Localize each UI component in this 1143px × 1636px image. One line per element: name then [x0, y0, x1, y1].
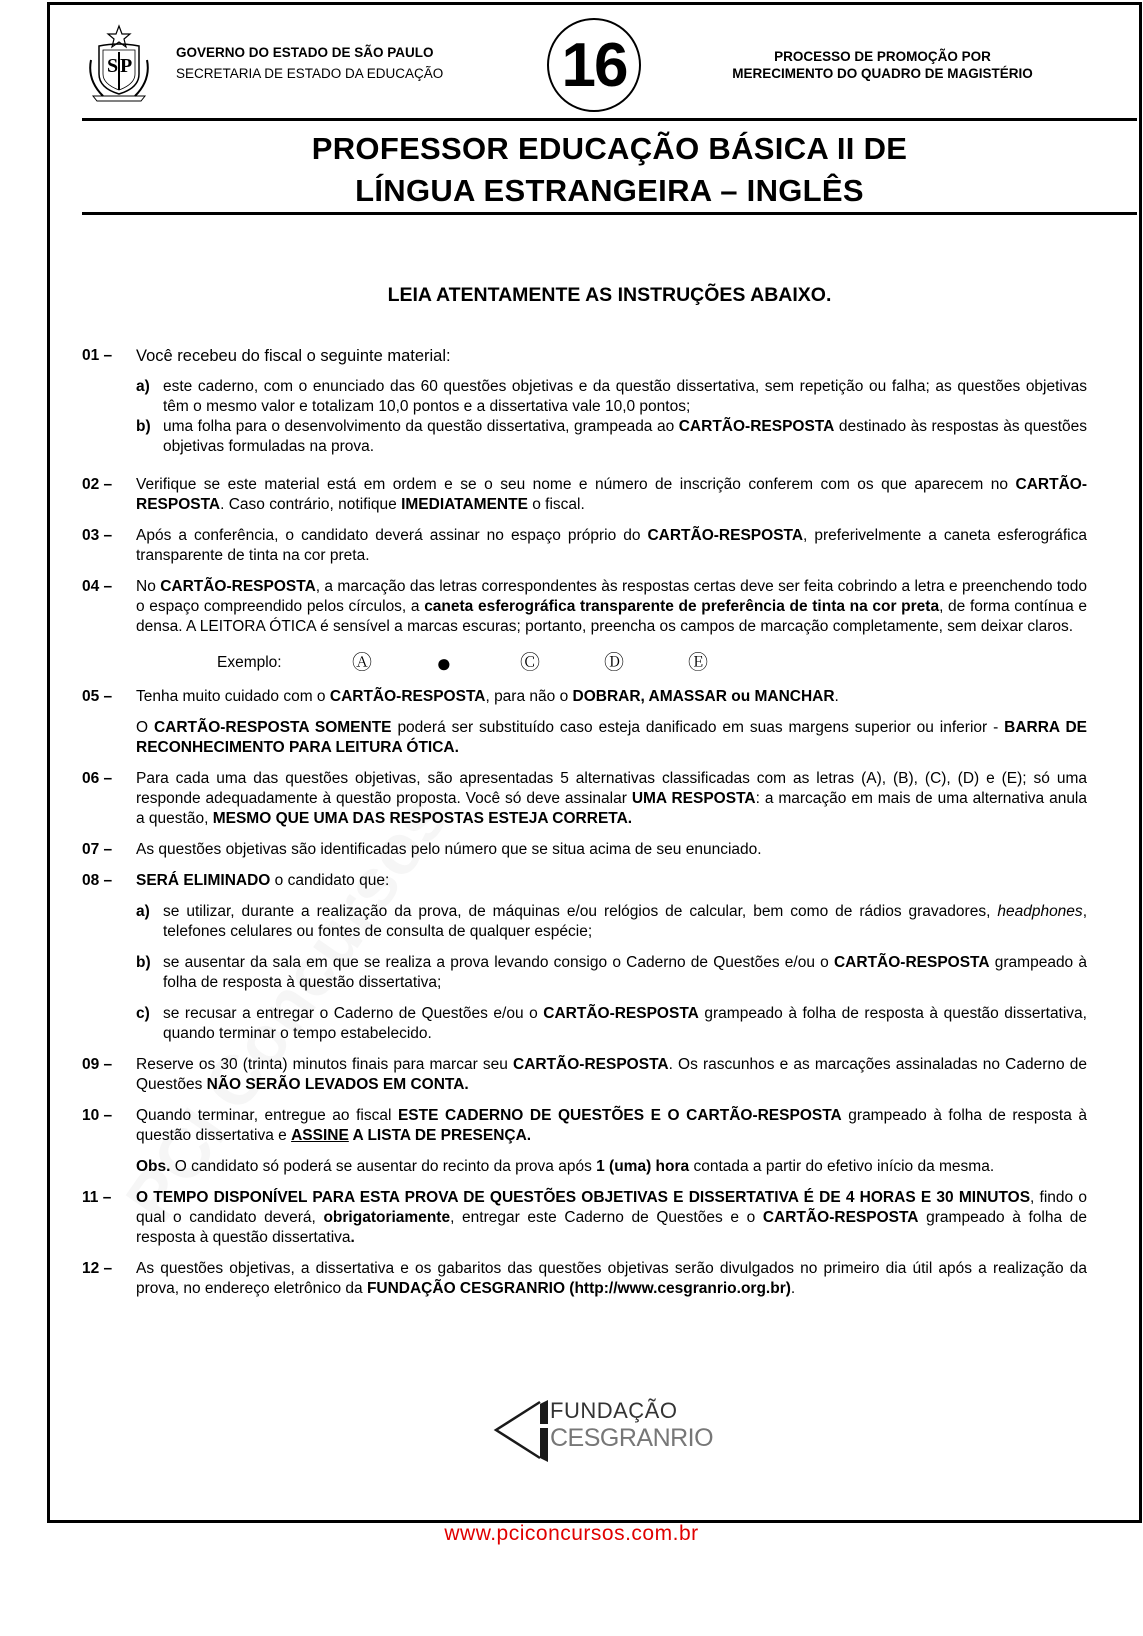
bold-text: CARTÃO-RESPOSTA	[678, 418, 835, 435]
text: Reserve os 30 (trinta) minutos finais para marcar seu	[136, 1056, 513, 1073]
option-a-circle-icon: Ⓐ	[352, 652, 372, 674]
sub-letter: b)	[136, 954, 151, 971]
text: . Os rascunhos e as marcações assinaladas no Caderno de Questões	[136, 1056, 1087, 1093]
item-number: 12 –	[82, 1260, 113, 1277]
text: . Caso contrário, notifique	[220, 496, 402, 513]
logo-line2: CESGRANRIO	[550, 1424, 714, 1452]
text: Tenha muito cuidado com o	[136, 688, 330, 705]
text: .	[790, 1280, 796, 1297]
cesgranrio-arrow-icon	[492, 1398, 550, 1464]
bold-text: ESTE CADERNO DE QUESTÕES E O CARTÃO-RESPOSTA	[397, 1107, 842, 1124]
cesgranrio-logo	[492, 1398, 714, 1464]
text: , findo o qual o candidato deverá,	[136, 1189, 1087, 1226]
option-e-circle-icon: Ⓔ	[688, 652, 708, 674]
text: grampeado à folha de resposta à questão dissertativa e	[136, 1107, 1087, 1144]
government-header	[176, 42, 443, 84]
instruction-list	[82, 346, 1087, 1310]
sub-letter: c)	[136, 1005, 150, 1022]
item-number: 05 –	[82, 688, 113, 705]
text: se ausentar da sala em que se realiza a prova levando consigo o Caderno de Questões e/ou o	[163, 954, 834, 971]
text: Verifique se este material está em ordem e se o seu nome e número de inscrição conferem com os que aparecem no	[136, 476, 1016, 493]
instruction-07	[82, 840, 1087, 860]
option-b-filled-circle-icon: ●	[436, 648, 452, 678]
text: o candidato que:	[270, 872, 390, 889]
text: : a marcação em mais de uma alternativa anula a questão,	[136, 790, 1087, 827]
text: As questões objetivas são identificadas pelo número que se situa acima de seu enunciado.	[136, 841, 762, 858]
option-c-circle-icon: Ⓒ	[520, 652, 540, 674]
sub-item-b	[136, 417, 1087, 457]
instruction-03	[82, 526, 1087, 566]
instruction-12	[82, 1259, 1087, 1299]
bold-text: SERÁ ELIMINADO	[136, 872, 271, 889]
item-number: 06 –	[82, 770, 113, 787]
sub-letter: b)	[136, 418, 151, 435]
text: grampeado à folha de resposta à questão dissertativa;	[163, 954, 1088, 991]
text: contada a partir do efetivo início da mesma.	[689, 1158, 995, 1175]
text: , para não o	[485, 688, 573, 705]
item-number: 08 –	[82, 872, 113, 889]
text: As questões objetivas, a dissertativa e os gabaritos das questões objetivas serão divulgados no primeiro dia útil após a realização da prova, no endereço eletrônico da	[136, 1260, 1087, 1297]
bold-text: FUNDAÇÃO CESGRANRIO (http://www.cesgranrio.org.br)	[366, 1280, 791, 1297]
italic-text: headphones	[997, 903, 1083, 920]
text: Quando terminar, entregue ao fiscal	[136, 1107, 398, 1124]
item-text: Você recebeu do fiscal o seguinte material:	[136, 347, 451, 365]
bold-text: CARTÃO-RESPOSTA SOMENTE	[153, 719, 392, 736]
instruction-10	[82, 1106, 1087, 1177]
bold-text: 1 (uma) hora	[596, 1158, 690, 1175]
option-d-circle-icon: Ⓓ	[604, 652, 624, 674]
sub-item-b	[136, 953, 1087, 993]
sub-item-a	[136, 902, 1087, 942]
item-number: 10 –	[82, 1107, 113, 1124]
bold-text: CARTÃO-RESPOSTA	[833, 954, 990, 971]
instruction-05	[82, 687, 1087, 758]
text: , telefones celulares ou fontes de consulta de qualquer espécie;	[163, 903, 1087, 940]
bold-text: A LISTA DE PRESENÇA.	[348, 1127, 532, 1144]
bold-text: CARTÃO-RESPOSTA	[160, 578, 316, 595]
text: O	[136, 719, 154, 736]
instruction-01	[82, 346, 1087, 457]
text: , entregar este Caderno de Questões e o	[450, 1209, 763, 1226]
exam-title	[82, 128, 1137, 212]
footer-url[interactable]: www.pciconcursos.com.br	[444, 1522, 699, 1545]
bold-text: O TEMPO DISPONÍVEL PARA ESTA PROVA DE QUESTÕES OBJETIVAS E DISSERTATIVA É DE 4 HORAS E 30 MINUTOS	[136, 1189, 1031, 1206]
text: grampeado à folha de resposta à questão dissertativa, quando terminar o tempo estabelecido.	[163, 1005, 1087, 1042]
instruction-09	[82, 1055, 1087, 1095]
bold-text: Obs.	[136, 1158, 171, 1175]
instruction-08	[82, 871, 1087, 1044]
logo-line1: FUNDAÇÃO	[550, 1398, 678, 1423]
bold-text: IMEDIATAMENTE	[401, 496, 528, 513]
example-label: Exemplo:	[217, 654, 282, 671]
exam-number-badge: 16	[547, 18, 641, 112]
text: destinado às respostas às questões objetivas formuladas na prova.	[163, 418, 1088, 455]
sub-item-c	[136, 1004, 1087, 1044]
government-name: GOVERNO DO ESTADO DE SÃO PAULO	[176, 45, 434, 60]
text: Para cada uma das questões objetivas, são apresentadas 5 alternativas classificadas com as letras (A), (B), (C), (D) e (E); só uma responde adequadamente à questão proposta. Você só deve assinalar	[136, 770, 1087, 807]
item-number: 02 –	[82, 476, 113, 493]
text: O candidato só poderá se ausentar do recinto da prova após	[170, 1158, 597, 1175]
sub-item-a	[136, 377, 1087, 417]
bold-text: UMA RESPOSTA	[631, 790, 756, 807]
process-header	[690, 48, 1075, 82]
item-number: 04 –	[82, 578, 113, 595]
instructions-heading: LEIA ATENTAMENTE AS INSTRUÇÕES ABAIXO.	[387, 284, 832, 306]
text: .	[834, 688, 839, 705]
text: poderá ser substituído caso esteja danificado em suas margens superior ou inferior -	[391, 719, 1005, 736]
item-number: 01 –	[82, 347, 113, 364]
text: , a marcação das letras correspondentes às respostas certas deve ser feita cobrindo a letra e preenchendo todo o espaço compreendido pelos círculos, a	[136, 578, 1088, 615]
exam-title-line1: PROFESSOR EDUCAÇÃO BÁSICA II DE	[311, 131, 908, 166]
bold-text: BARRA DE RECONHECIMENTO PARA LEITURA ÓTICA.	[136, 719, 1087, 756]
secretariat-name: SECRETARIA DE ESTADO DA EDUCAÇÃO	[176, 66, 444, 81]
bold-text: CARTÃO-RESPOSTA	[136, 476, 1087, 513]
bold-text: DOBRAR, AMASSAR ou MANCHAR	[572, 688, 835, 705]
item-number: 09 –	[82, 1056, 113, 1073]
instruction-06	[82, 769, 1087, 829]
bold-text: CARTÃO-RESPOSTA	[543, 1005, 699, 1022]
instruction-02	[82, 475, 1087, 515]
svg-text:S: S	[107, 55, 119, 77]
item-number: 07 –	[82, 841, 113, 858]
svg-text:P: P	[120, 55, 133, 77]
bold-text: CARTÃO-RESPOSTA	[513, 1056, 669, 1073]
text: Após a conferência, o candidato deverá assinar no espaço próprio do	[136, 527, 648, 544]
bold-text: CARTÃO-RESPOSTA	[647, 527, 804, 544]
bold-text: NÃO SERÃO LEVADOS EM CONTA.	[206, 1076, 469, 1093]
sub-letter: a)	[136, 903, 150, 920]
divider	[82, 118, 1137, 121]
bold-text: .	[350, 1229, 355, 1246]
text: o fiscal.	[527, 496, 585, 513]
divider	[82, 212, 1137, 215]
text: se recusar a entregar o Caderno de Questões e/ou o	[163, 1005, 544, 1022]
item-number: 11 –	[82, 1189, 112, 1206]
sub-text: este caderno, com o enunciado das 60 questões objetivas e da questão dissertativa, sem repetição ou falha; as questões objetivas têm o mesmo valor e totalizam 10,0 pontos e a dissertativa vale 10,0 pontos;	[163, 378, 1087, 415]
sub-letter: a)	[136, 378, 150, 395]
text: uma folha para o desenvolvimento da questão dissertativa, grampeada ao	[163, 418, 679, 435]
text: grampeado à folha de resposta à questão dissertativa	[136, 1209, 1087, 1246]
text: No	[136, 578, 161, 595]
bold-text: caneta esferográfica transparente de preferência de tinta na cor preta	[424, 598, 940, 615]
text: , de forma contínua e densa. A LEITORA ÓTICA é sensível a marcas escuras; portanto, preencha os campos de marcação completamente, sem deixar claros.	[136, 598, 1087, 635]
text: se utilizar, durante a realização da prova, de máquinas e/ou relógios de calcular, bem como de rádios gravadores,	[163, 903, 998, 920]
sao-paulo-crest-icon	[85, 24, 153, 102]
bold-text: CARTÃO-RESPOSTA	[329, 688, 486, 705]
instruction-04	[82, 577, 1087, 637]
bold-text: CARTÃO-RESPOSTA	[762, 1209, 919, 1226]
text: , preferivelmente a caneta esferográfica transparente de tinta na cor preta.	[136, 527, 1087, 564]
instruction-11	[82, 1188, 1087, 1248]
underlined-text: ASSINE	[291, 1127, 349, 1144]
bold-text: obrigatoriamente	[323, 1209, 451, 1226]
bold-text: MESMO QUE UMA DAS RESPOSTAS ESTEJA CORRETA.	[212, 810, 633, 827]
process-line2: MERECIMENTO DO QUADRO DE MAGISTÉRIO	[732, 66, 1033, 81]
item-number: 03 –	[82, 527, 113, 544]
process-line1: PROCESSO DE PROMOÇÃO POR	[774, 49, 991, 64]
exam-title-line2: LÍNGUA ESTRANGEIRA – INGLÊS	[355, 173, 864, 208]
answer-example	[217, 648, 1087, 678]
